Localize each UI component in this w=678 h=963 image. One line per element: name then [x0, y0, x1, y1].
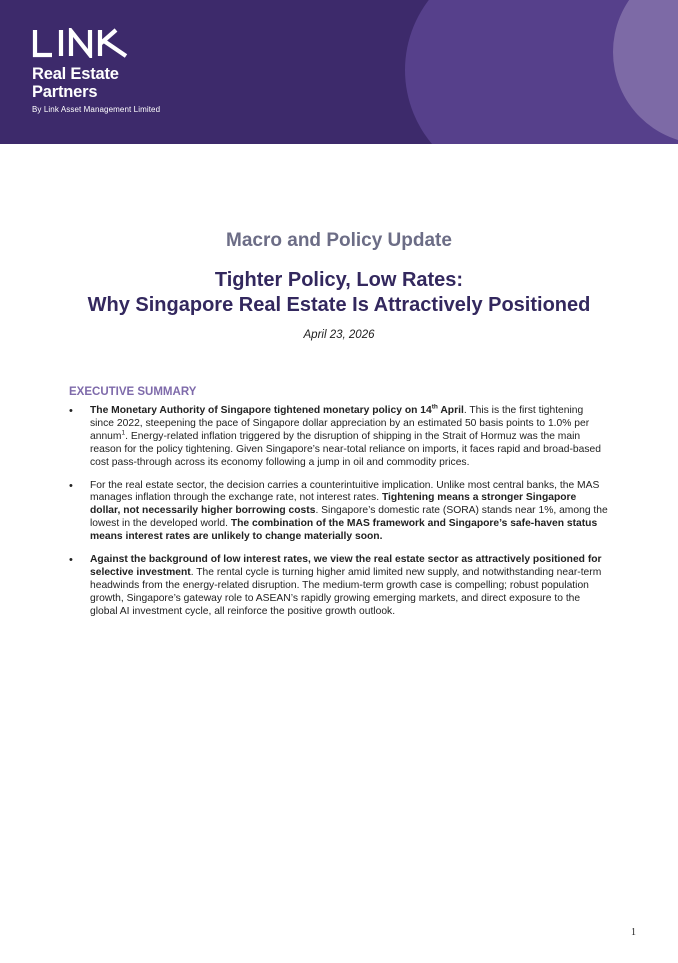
bullet-2-bold-a: Tightening means a stronger Singapore dollar, not necessarily higher borrowing costs	[90, 492, 577, 517]
executive-summary-list	[69, 405, 609, 619]
bullet-1-text-b: . Energy-related inflation triggered by the disruption of shipping in the Strait of Hormuz was the main reason for the policy tightening. Given Singapore’s near-total reliance on imports, it faces rapid and broad-based cost pass-through across its economy following a jump in oil and commodity prices.	[90, 430, 601, 468]
bullet-3-text-a: . The rental cycle is turning higher amid limited new supply, and notwithstanding near-term headwinds from the energy-related disruption. The medium-term growth case is compelling; robust population growth, Singapore’s gateway role to ASEAN’s rapidly growing emerging markets, and direct exposure to the global AI investment cycle, all reinforce the positive growth outlook.	[90, 566, 602, 617]
summary-bullet-2	[69, 480, 609, 545]
brand-line-1: Real Estate	[32, 65, 119, 83]
document-title	[0, 268, 678, 318]
title-line-2: Why Singapore Real Estate Is Attractively Positioned	[87, 294, 591, 316]
bullet-2-text-a: For the real estate sector, the decision carries a counterintuitive implication. Unlike most central banks, the MAS manages inflation through the exchange rate, not interest rates.	[90, 479, 600, 504]
publication-date: April 23, 2026	[303, 329, 375, 341]
brand-line-2: Partners	[32, 83, 98, 101]
company-logo[interactable]	[32, 28, 160, 114]
bullet-2-bold-b: The combination of the MAS framework and Singapore’s safe-haven status means interest rates are unlikely to change materially soon.	[90, 518, 598, 543]
ordinal-suffix: th	[431, 403, 438, 411]
bullet-2-text-b: . Singapore’s domestic rate (SORA) stands near 1%, among the lowest in the developed world.	[90, 505, 608, 530]
executive-summary-heading: EXECUTIVE SUMMARY	[69, 386, 197, 398]
link-logo-mark	[32, 28, 160, 58]
summary-bullet-3	[69, 554, 609, 619]
link-logo-wordmark	[32, 28, 132, 58]
title-line-1: Tighter Policy, Low Rates:	[214, 269, 464, 291]
brand-subtitle: By Link Asset Management Limited	[32, 105, 161, 114]
bullet-1-text-a: . This is the first tightening since 2022, steepening the pace of Singapore dollar appreciation by an estimated 50 basis points to 1.0% per annum	[90, 405, 590, 442]
bullet-1-bold-lead	[90, 405, 464, 416]
page-number: 1	[631, 927, 636, 938]
bullet-1-lead: The Monetary Authority of Singapore tightened monetary policy on 14	[90, 405, 432, 416]
header-banner	[0, 0, 678, 144]
bullet-3-bold-a: Against the background of low interest rates, we view the real estate sector as attractively positioned for selective investment	[90, 554, 602, 578]
section-title: Macro and Policy Update	[226, 230, 452, 251]
bullet-1-lead-tail: April	[437, 405, 464, 416]
summary-bullet-1	[69, 405, 609, 470]
footnote-ref-1[interactable]: 1	[121, 429, 126, 437]
